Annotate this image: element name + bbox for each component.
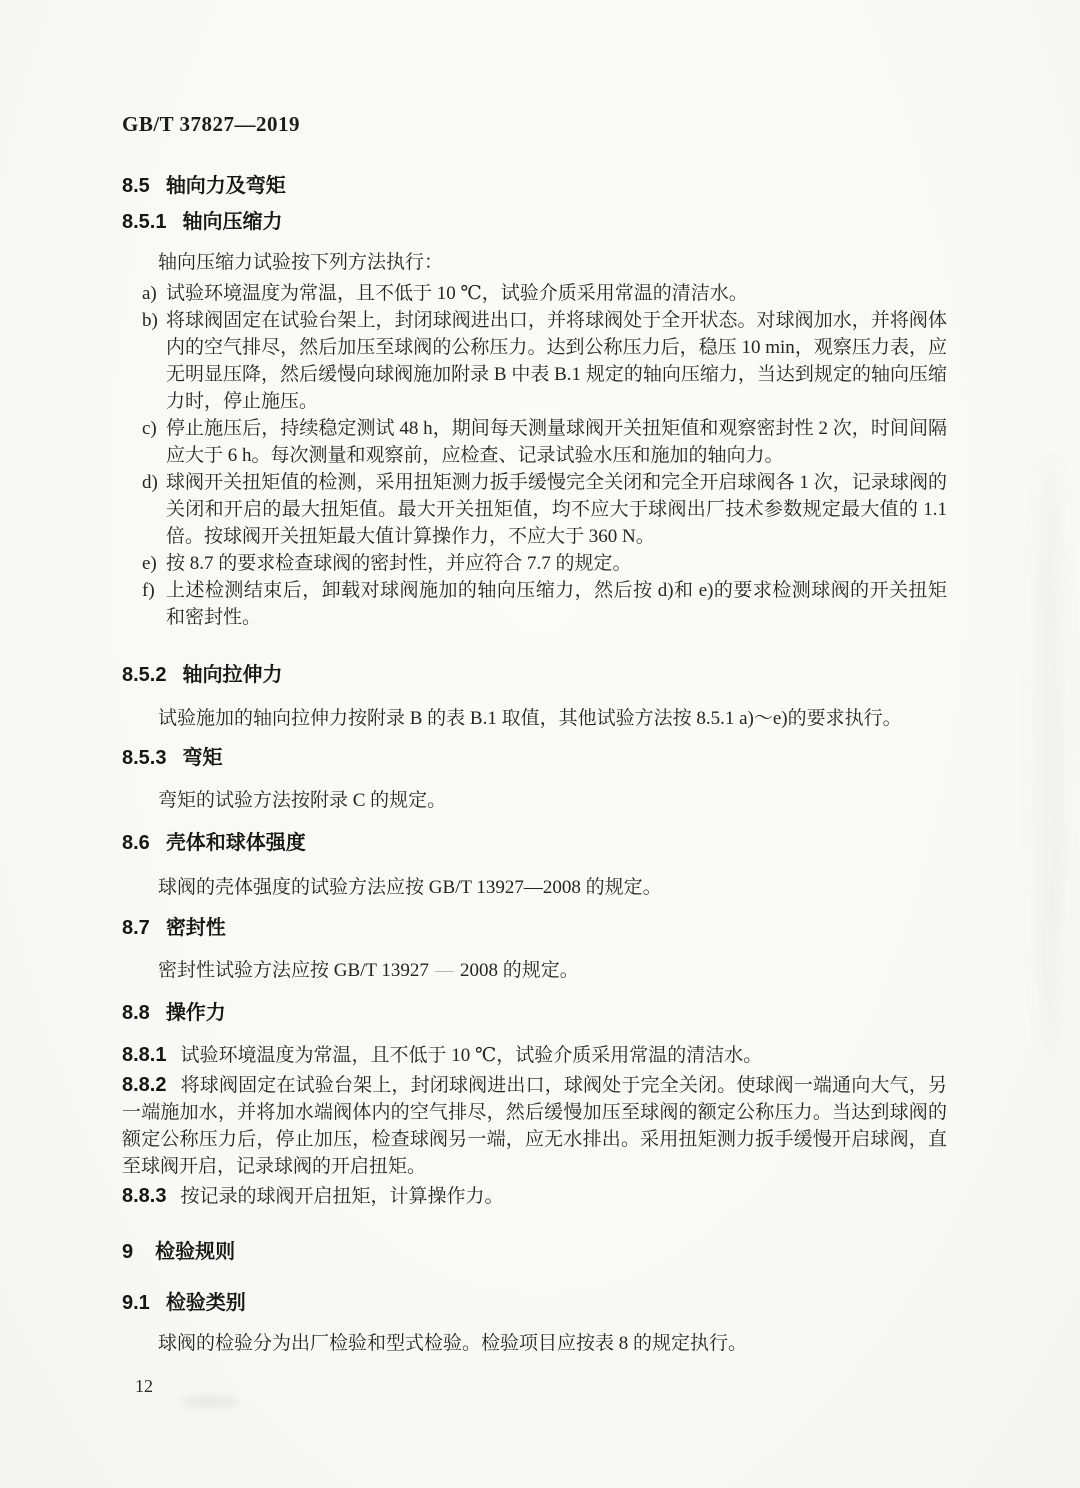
section-8-5-1-heading: [122, 209, 947, 235]
list-item-label: a): [142, 283, 157, 304]
clause-text: 将球阀固定在试验台架上，封闭球阀进出口，球阀处于完全关闭。使球阀一端通向大气，另一端施加水，并将加水端阀体内的空气排尽，然后缓慢加压至球阀的额定公称压力。当达到球阀的额定公称压力后，停止加压，检查球阀另一端，应无水排出。采用扭矩测力扳手缓慢开启球阀，直至球阀开启，记录球阀的开启扭矩。: [122, 1075, 947, 1177]
clause-number: 8.8.1: [122, 1044, 167, 1066]
clause-8-8-3: [122, 1183, 947, 1210]
standard-number: GB/T 37827—2019: [122, 112, 301, 136]
section-title: 弯矩: [182, 747, 223, 769]
section-8-5-3-heading: [122, 745, 947, 771]
section-number: 8.5.2: [122, 664, 167, 686]
paragraph-8-7: [122, 957, 947, 984]
scan-smudge: [1035, 460, 1065, 1060]
section-8-7-heading: [122, 915, 947, 941]
list-item-text: 停止施压后，持续稳定测试 48 h，期间每天测量球阀开关扭矩值和观察密封性 2 次，时间间隔应大于 6 h。每次测量和观察前，应检查、记录试验水压和施加的轴向力。: [166, 418, 947, 466]
section-number: 8.5.3: [122, 747, 167, 769]
clause-8-8-2: [122, 1072, 947, 1180]
list-item-text: 试验环境温度为常温，且不低于 10 ℃，试验介质采用常温的清洁水。: [166, 283, 748, 304]
list-item-label: b): [142, 310, 158, 331]
section-8-5-2-heading: [122, 662, 947, 688]
list-item-label: d): [142, 472, 158, 493]
section-8-6-heading: [122, 830, 947, 856]
section-title: 检验类别: [165, 1292, 246, 1314]
clause-text: 试验环境温度为常温，且不低于 10 ℃，试验介质采用常温的清洁水。: [180, 1045, 763, 1066]
list-item-f: [122, 577, 947, 631]
procedure-list-8-5-1: [122, 280, 947, 631]
paragraph-8-5-2: 试验施加的轴向拉伸力按附录 B 的表 B.1 取值，其他试验方法按 8.5.1 a)～e)的要求执行。: [158, 708, 902, 729]
section-number: 8.5.1: [122, 211, 167, 233]
paragraph-9-1: 球阀的检验分为出厂检验和型式检验。检验项目应按表 8 的规定执行。: [158, 1333, 748, 1354]
section-9-heading: [122, 1239, 947, 1265]
list-item-c: [122, 415, 947, 469]
section-number: 8.5: [122, 175, 150, 197]
section-8-8-heading: [122, 1000, 947, 1026]
clause-number: 8.8.2: [122, 1074, 167, 1096]
list-item-a: [122, 280, 947, 307]
list-item-text: 球阀开关扭矩值的检测，采用扭矩测力扳手缓慢完全关闭和完全开启球阀各 1 次，记录球阀的关闭和开启的最大扭矩值。最大开关扭矩值，均不应大于球阀出厂技术参数规定最大值的 1.1 倍。按球阀开关扭矩最大值计算操作力，不应大于 360 N。: [166, 472, 947, 547]
section-title: 密封性: [165, 917, 226, 939]
clause-number: 8.8.3: [122, 1185, 167, 1207]
section-title: 轴向力及弯矩: [165, 175, 286, 197]
section-number: 8.7: [122, 917, 150, 939]
list-item-label: c): [142, 418, 157, 439]
list-item-d: [122, 469, 947, 550]
section-title: 轴向拉伸力: [182, 664, 283, 686]
paragraph-8-5-1-intro: 轴向压缩力试验按下列方法执行：: [158, 252, 444, 273]
section-number: 9.1: [122, 1292, 150, 1314]
section-8-5-heading: [122, 173, 947, 199]
paragraph-8-5-3: 弯矩的试验方法按附录 C 的规定。: [158, 790, 447, 811]
section-number: 8.6: [122, 832, 150, 854]
list-item-e: [122, 550, 947, 577]
list-item-label: e): [142, 553, 157, 574]
section-title: 检验规则: [155, 1241, 236, 1263]
paragraph-8-7-text: 2008 的规定。: [459, 960, 579, 981]
list-item-b: [122, 307, 947, 415]
list-item-text: 上述检测结束后，卸载对球阀施加的轴向压缩力，然后按 d)和 e)的要求检测球阀的开关扭矩和密封性。: [166, 580, 947, 628]
list-item-label: f): [142, 580, 155, 601]
clause-8-8-1: [122, 1042, 947, 1069]
list-item-text: 将球阀固定在试验台架上，封闭球阀进出口，并将球阀处于全开状态。对球阀加水，并将阀体内的空气排尽，然后加压至球阀的公称压力。达到公称压力后，稳压 10 min，观察压力表，应无明显压降，然后缓慢向球阀施加附录 B 中表 B.1 规定的轴向压缩力，当达到规定的轴向压缩力时，停止施压。: [166, 310, 947, 412]
section-title: 操作力: [165, 1002, 226, 1024]
section-title: 壳体和球体强度: [165, 832, 306, 854]
section-number: 8.8: [122, 1002, 150, 1024]
clause-text: 按记录的球阀开启扭矩，计算操作力。: [180, 1186, 504, 1207]
section-title: 轴向压缩力: [182, 211, 283, 233]
paragraph-8-6: 球阀的壳体强度的试验方法应按 GB/T 13927—2008 的规定。: [158, 877, 662, 898]
faded-dash: —: [434, 960, 454, 981]
list-item-text: 按 8.7 的要求检查球阀的密封性，并应符合 7.7 的规定。: [166, 553, 632, 574]
page-number: 12: [135, 1376, 153, 1396]
paragraph-8-7-text: 密封性试验方法应按 GB/T 13927: [158, 960, 429, 981]
section-9-1-heading: [122, 1290, 947, 1316]
section-number: 9: [122, 1241, 134, 1263]
